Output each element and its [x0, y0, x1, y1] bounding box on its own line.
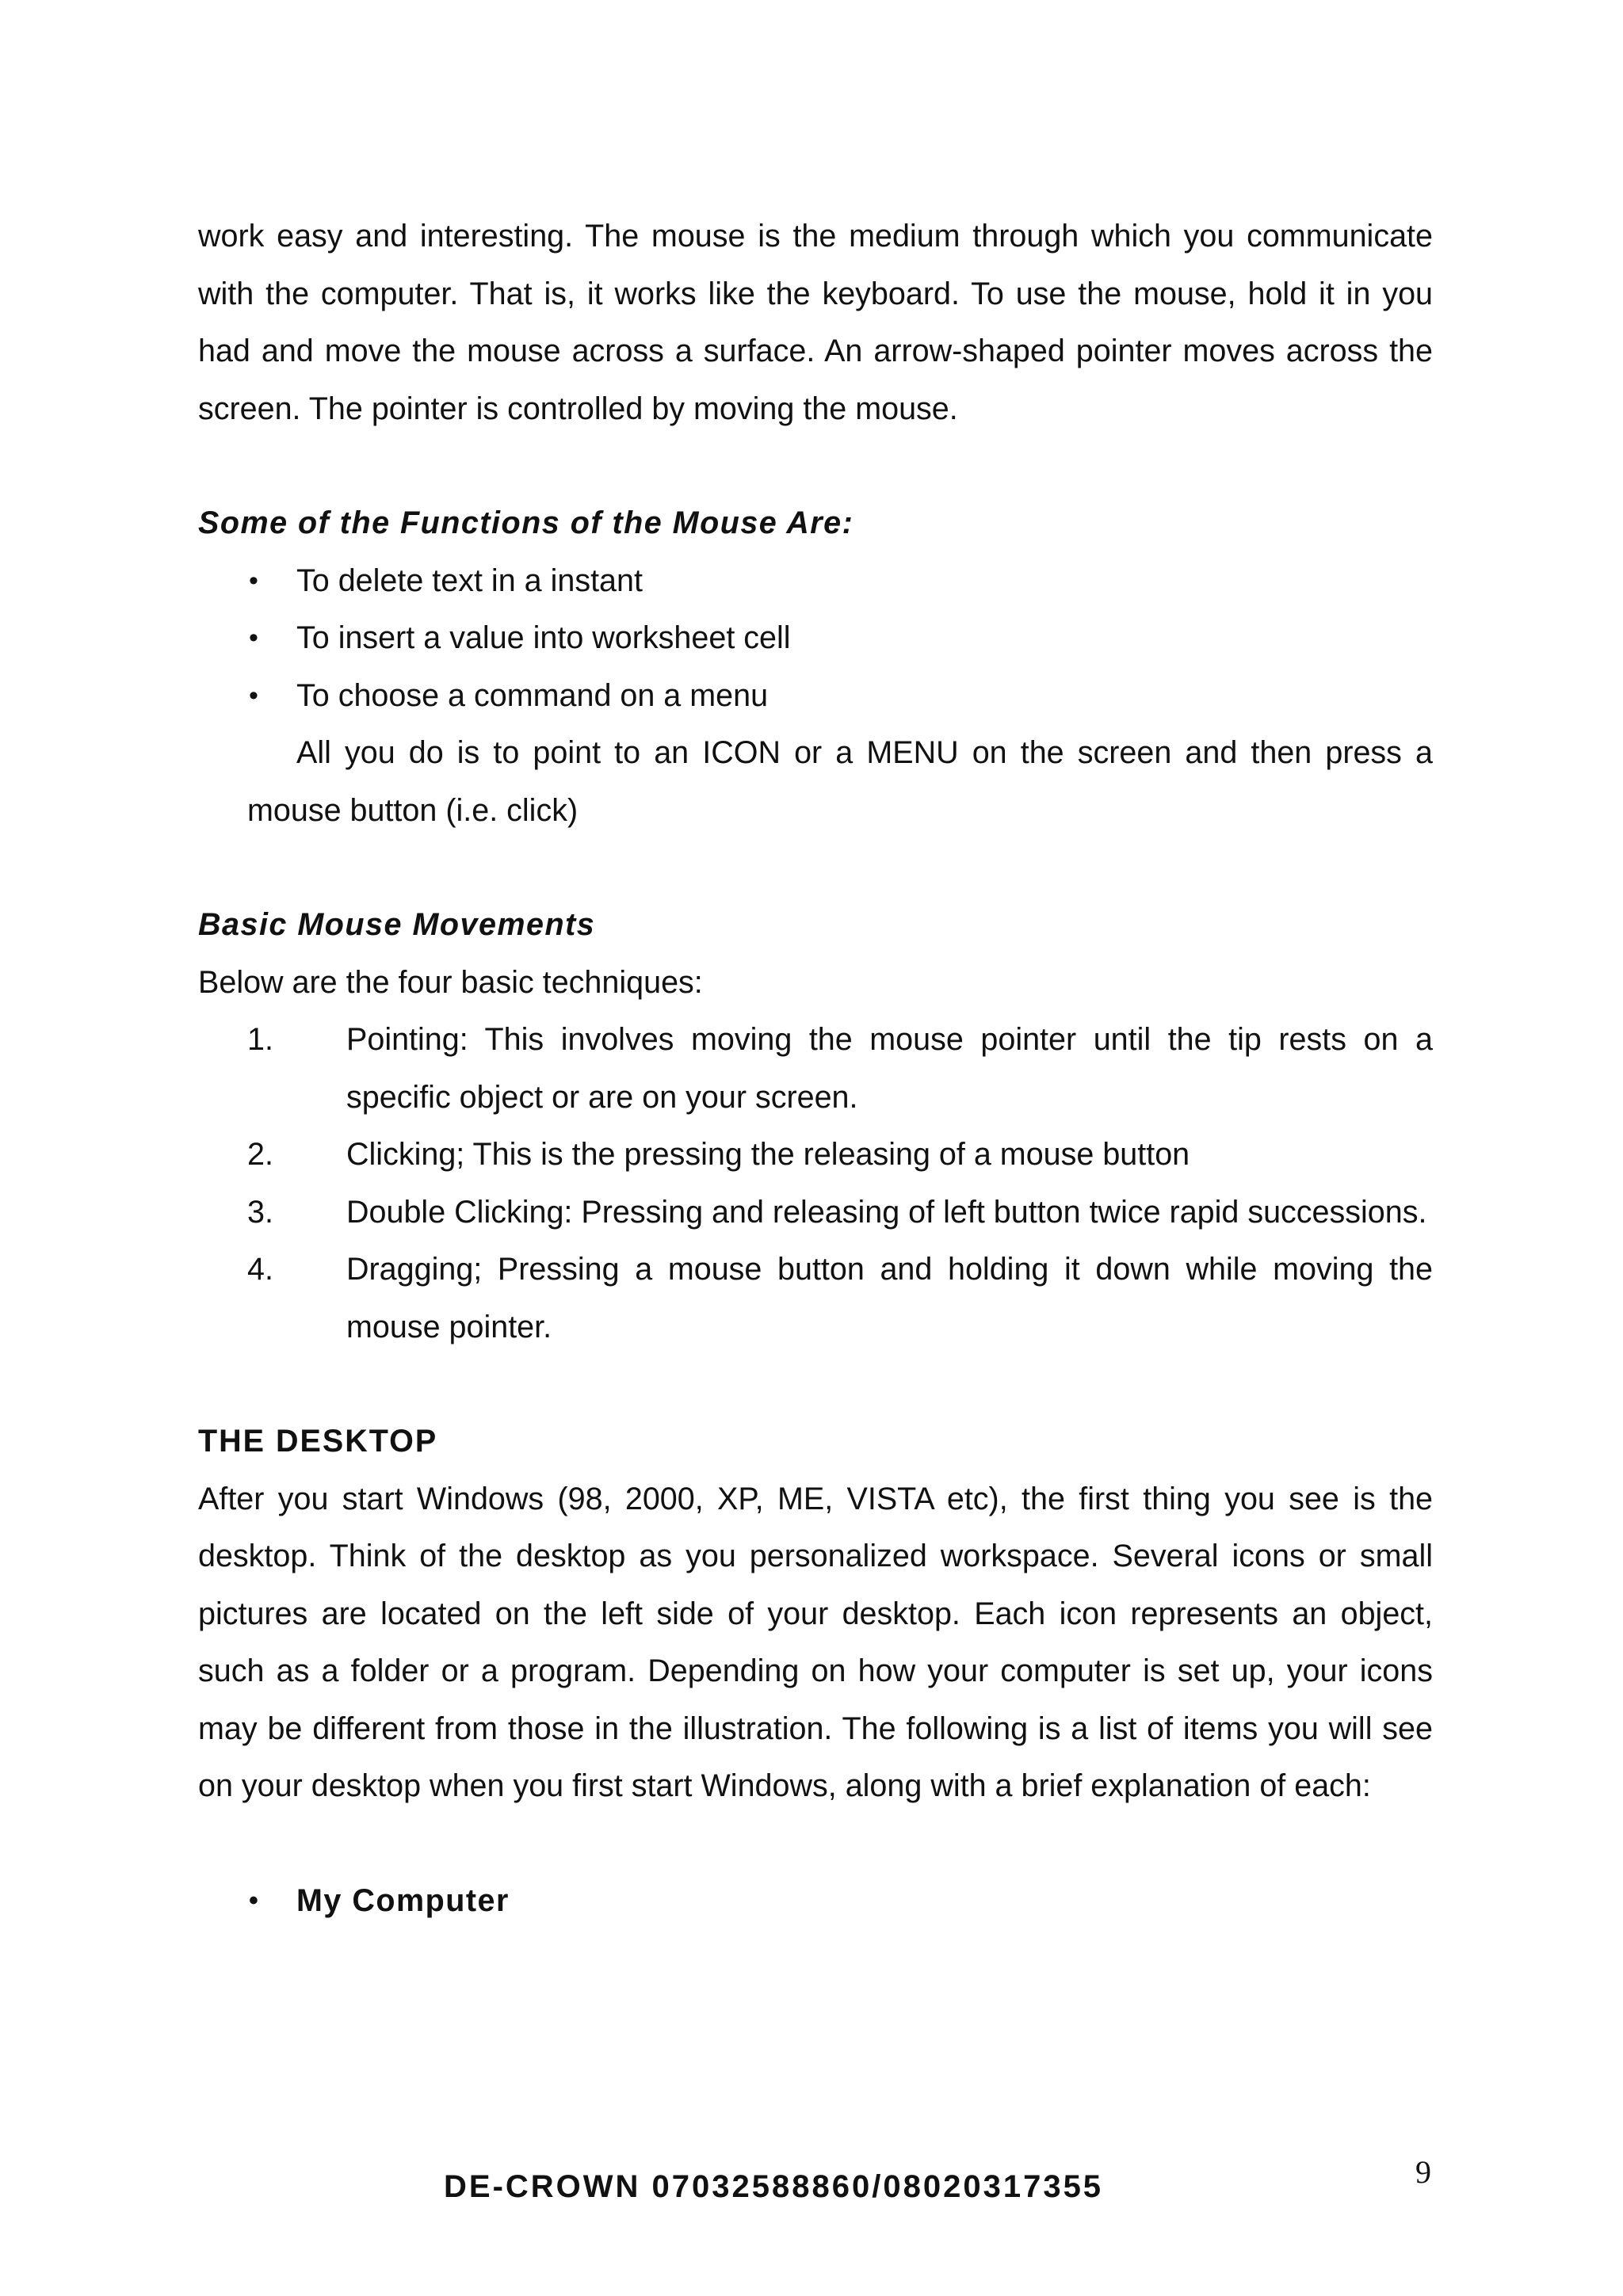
footer-text: DE-CROWN 07032588860/08020317355: [444, 2169, 1104, 2204]
intro-paragraph: work easy and interesting. The mouse is the medium through which you communicate with the computer. That is, it works like the keyboard. To use the mouse, hold it in you had and move the mouse across a surface. An arrow-shaped pointer moves across the screen. The pointer is controlled by moving the mouse.: [198, 219, 1433, 426]
desktop-items-list: [198, 1872, 1433, 1930]
list-item-text: Double Clicking: Pressing and releasing of left button twice rapid successions.: [346, 1194, 1427, 1230]
movements-list: [198, 1011, 1433, 1356]
list-item: • To delete text in a instant: [198, 552, 1433, 610]
list-item: • To choose a command on a menu: [198, 667, 1433, 725]
list-item-text: Clicking; This is the pressing the releasing of a mouse button: [346, 1137, 1190, 1172]
functions-list: [198, 552, 1433, 725]
list-item-my-computer: • My Computer: [198, 1872, 1433, 1930]
functions-note: All you do is to point to an ICON or a MENU on the screen and then press a mouse button (i.e. click): [247, 735, 1433, 828]
spacer: [198, 1815, 1433, 1872]
list-item: [198, 1184, 1433, 1241]
list-number: 1.: [247, 1022, 273, 1057]
functions-heading: Some of the Functions of the Mouse Are:: [198, 505, 854, 540]
list-item: [198, 1011, 1433, 1126]
movements-heading: Basic Mouse Movements: [198, 907, 596, 942]
movements-intro: Below are the four basic techniques:: [198, 964, 703, 1000]
list-item-text: Dragging; Pressing a mouse button and holding it down while moving the mouse pointer.: [346, 1252, 1433, 1344]
desktop-paragraph: After you start Windows (98, 2000, XP, ME, VISTA etc), the first thing you see is the desktop. Think of the desktop as you personalized workspace. Several icons or small pictures are located on the left side of your desktop. Each icon represents an object, such as a folder or a program. Depending on how your computer is set up, your icons may be different from those in the illustration. The following is a list of items you will see on your desktop when you first start Windows, along with a brief explanation of each:: [198, 1481, 1433, 1803]
desktop-heading: THE DESKTOP: [198, 1424, 438, 1459]
list-item: [198, 1241, 1433, 1356]
list-number: 4.: [247, 1252, 273, 1287]
list-item: [198, 1126, 1433, 1184]
page-number: 9: [1415, 2154, 1431, 2190]
list-number: 3.: [247, 1194, 273, 1230]
page-content: [198, 208, 1433, 1929]
list-number: 2.: [247, 1137, 273, 1172]
list-item: • To insert a value into worksheet cell: [198, 609, 1433, 667]
list-item-text: Pointing: This involves moving the mouse pointer until the tip rests on a specific object or are on your screen.: [346, 1022, 1433, 1115]
